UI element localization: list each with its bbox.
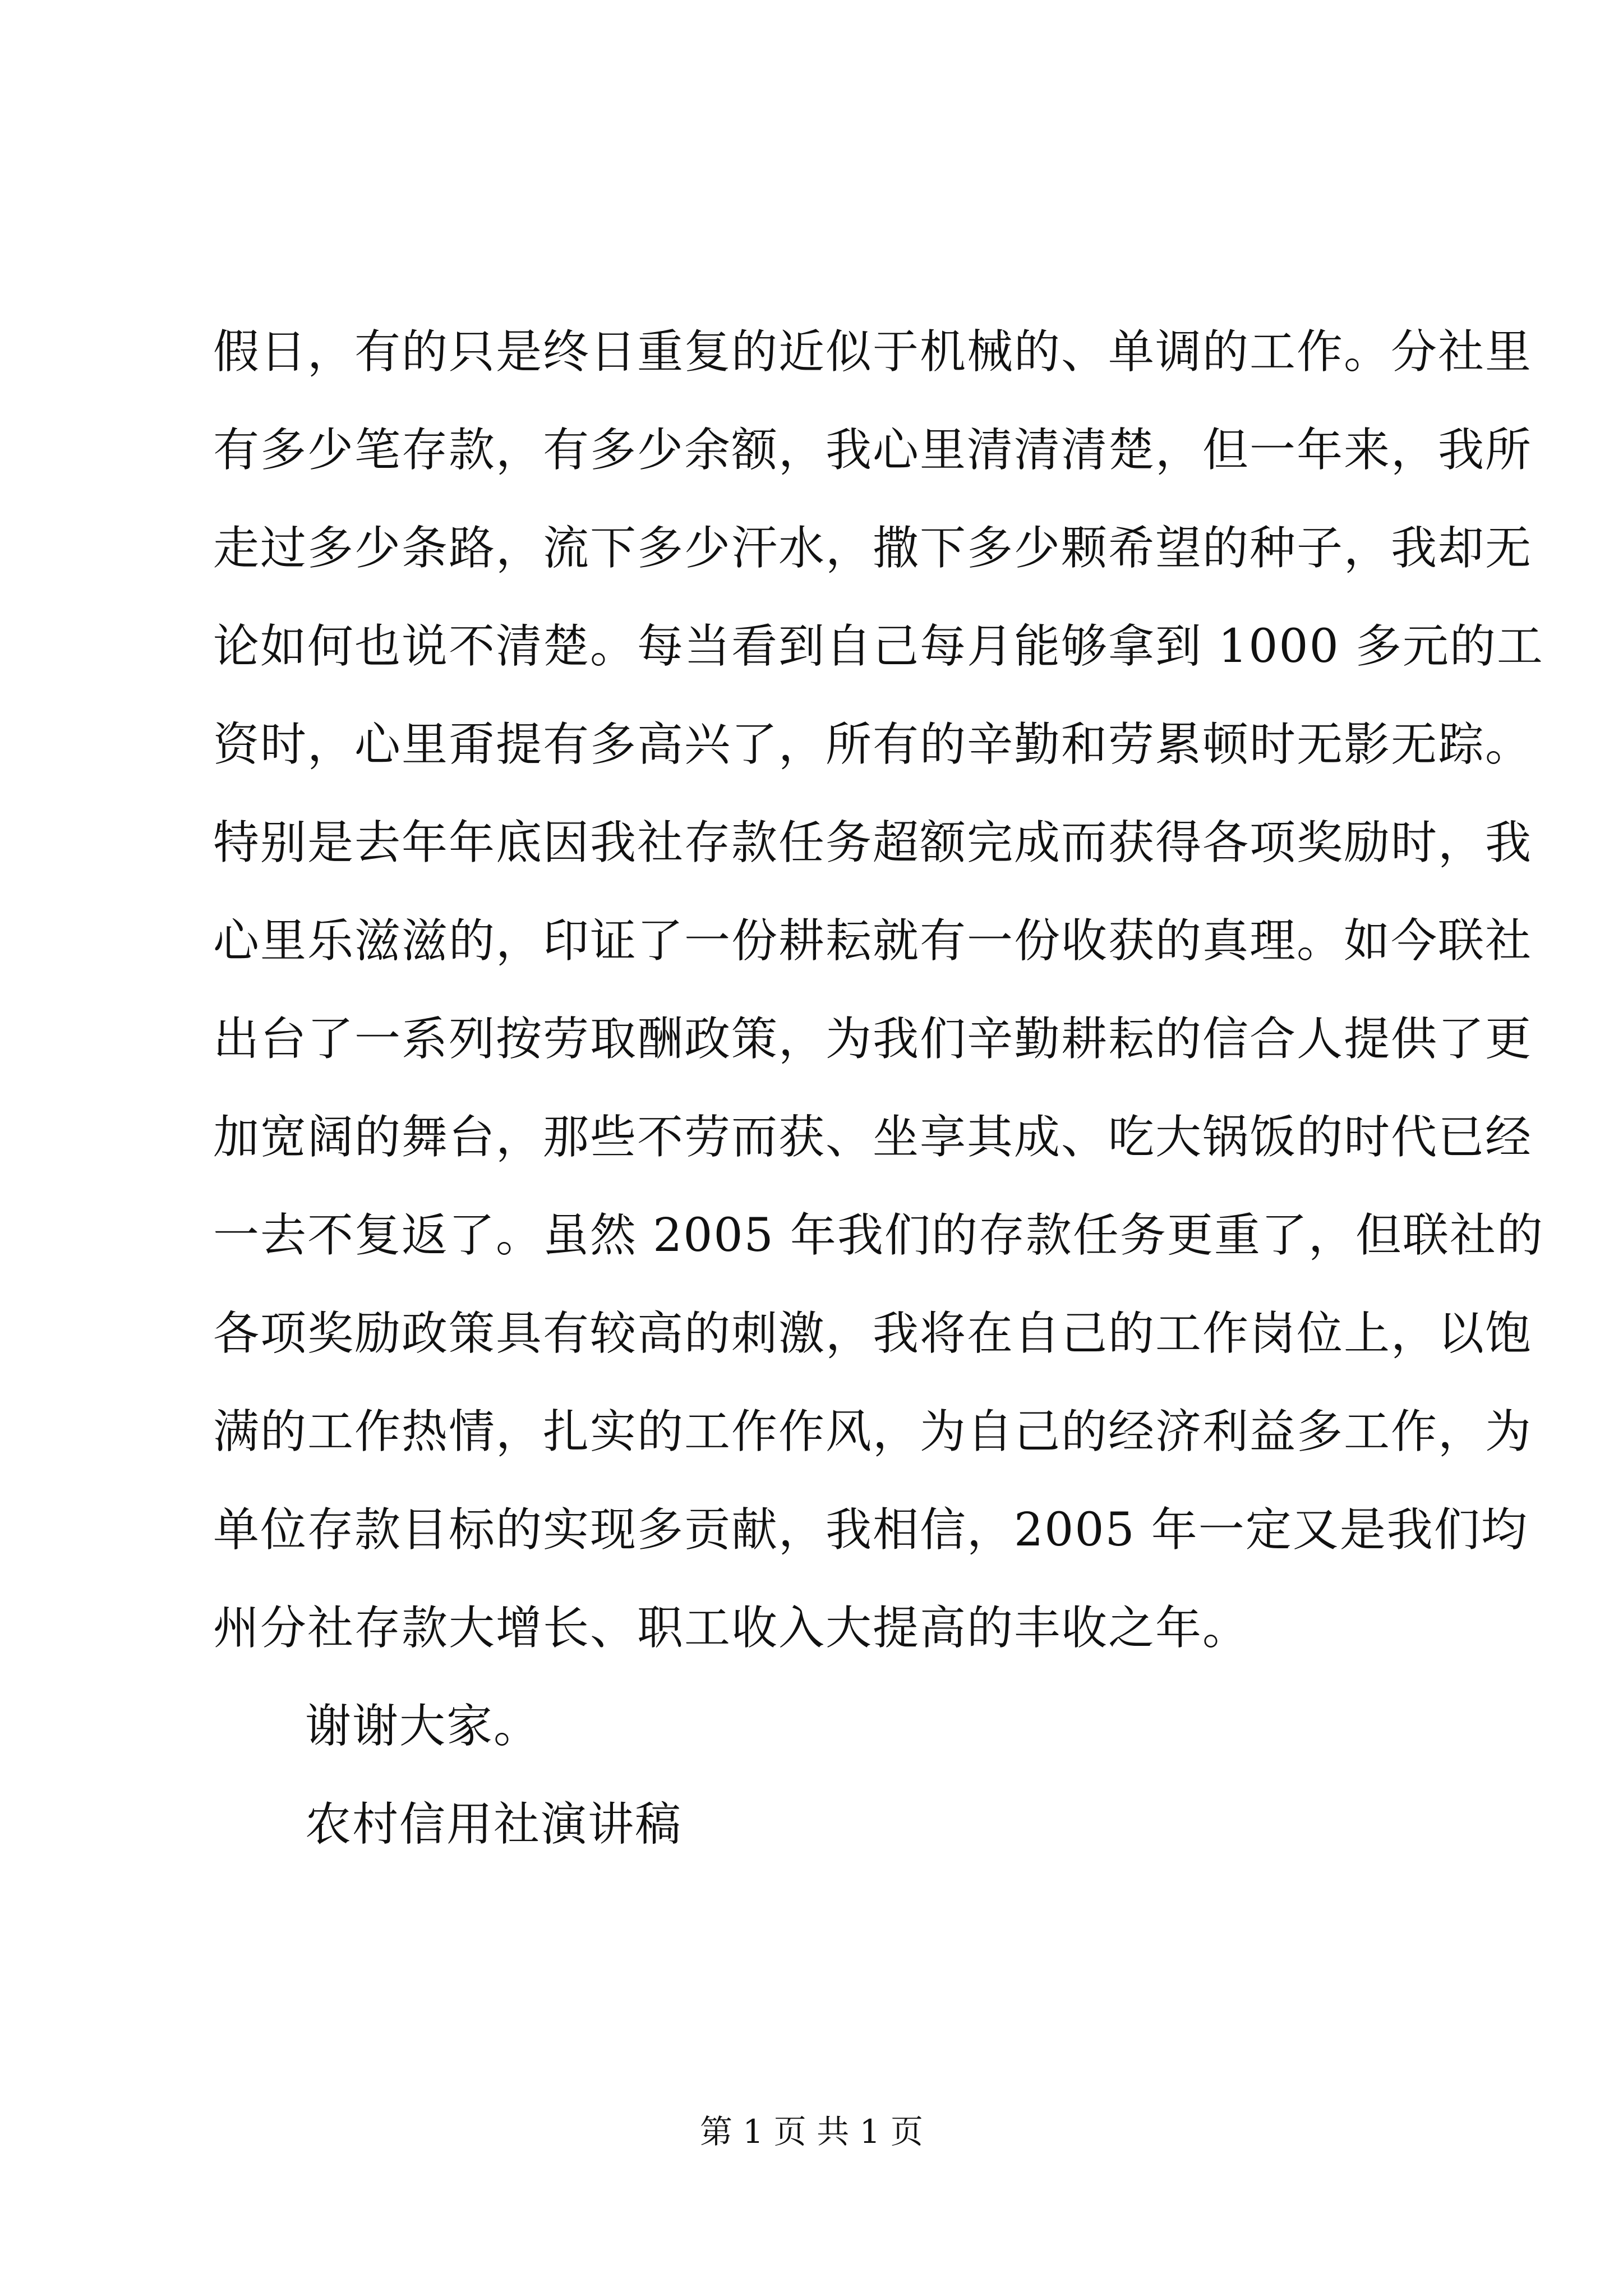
document-body [213, 303, 1544, 1874]
paragraph-line: 特别是去年年底因我社存款任务超额完成而获得各项奖励时，我 [213, 816, 1533, 869]
paragraph-line: 心里乐滋滋的，印证了一份耕耘就有一份收获的真理。如今联社 [213, 914, 1533, 968]
paragraph-line: 各项奖励政策具有较高的刺激，我将在自己的工作岗位上，以饱 [213, 1307, 1533, 1360]
paragraph-line: 资时，心里甭提有多高兴了，所有的辛勤和劳累顿时无影无踪。 [213, 718, 1533, 771]
closing-line: 谢谢大家。 [305, 1700, 541, 1753]
paragraph-line: 州分社存款大增长、职工收入大提高的丰收之年。 [213, 1602, 1250, 1655]
paragraph-line: 出台了一系列按劳取酬政策，为我们辛勤耕耘的信合人提供了更 [213, 1013, 1533, 1066]
paragraph-line: 有多少笔存款，有多少余额，我心里清清清楚，但一年来，我所 [213, 424, 1533, 477]
paragraph-line: 单位存款目标的实现多贡献，我相信，2005 年一定又是我们均 [213, 1503, 1528, 1557]
page-footer: 第 1 页 共 1 页 [700, 2113, 923, 2151]
paragraph-line: 假日，有的只是终日重复的近似于机械的、单调的工作。分社里 [213, 325, 1533, 379]
next-section-title: 农村信用社演讲稿 [305, 1798, 683, 1851]
paragraph-line: 加宽阔的舞台，那些不劳而获、坐享其成、吃大锅饭的时代已经 [213, 1111, 1533, 1164]
paragraph-line: 论如何也说不清楚。每当看到自己每月能够拿到 1000 多元的工 [213, 620, 1544, 673]
paragraph-line: 一去不复返了。虽然 2005 年我们的存款任务更重了，但联社的 [213, 1209, 1544, 1262]
paragraph-line: 走过多少条路，流下多少汗水，撒下多少颗希望的种子，我却无 [213, 522, 1533, 575]
paragraph-line: 满的工作热情，扎实的工作作风，为自己的经济利益多工作，为 [213, 1405, 1533, 1458]
